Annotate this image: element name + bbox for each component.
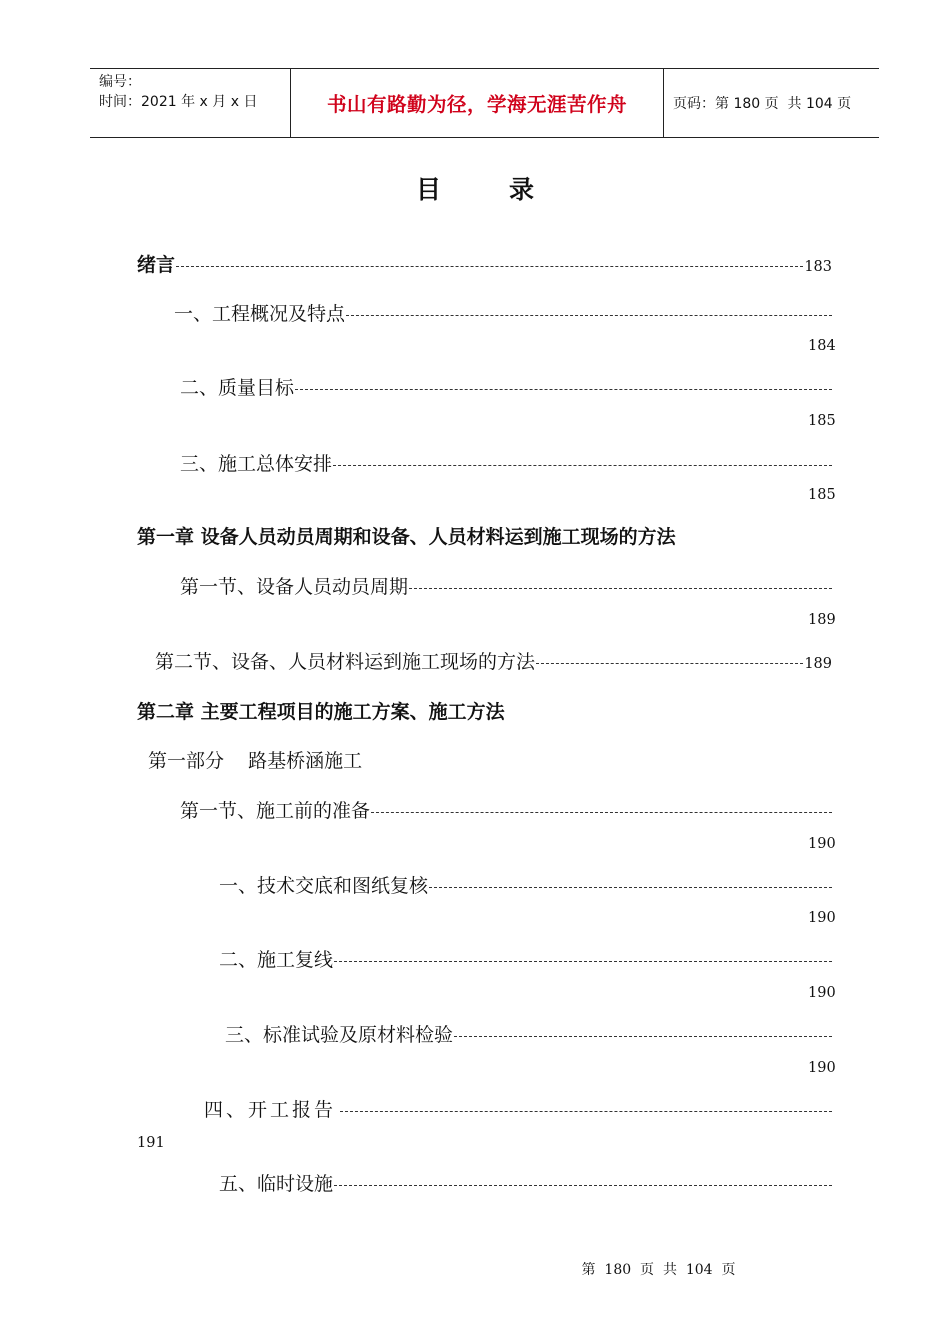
toc-leader xyxy=(429,887,832,888)
toc-entry[interactable] xyxy=(155,647,832,674)
toc-page-number: 190 xyxy=(808,910,836,926)
toc-page-number: 189 xyxy=(804,656,832,672)
toc-page-number: 190 xyxy=(808,985,836,1001)
toc-entry-label: 第一节、设备人员动员周期 xyxy=(180,576,409,598)
number-label: 编号： xyxy=(99,74,141,90)
toc-entry-label: 五、临时设施 xyxy=(219,1173,334,1195)
toc-entry-label: 三、标准试验及原材料检验 xyxy=(225,1024,454,1046)
header-page-info: 页码：第 180 页 共 104 页 xyxy=(673,96,852,112)
toc-leader xyxy=(334,1185,832,1186)
toc-leader xyxy=(295,389,832,390)
toc-entry-label: 一、技术交底和图纸复核 xyxy=(219,875,429,897)
toc-leader xyxy=(454,1036,832,1037)
toc-leader xyxy=(371,812,832,813)
page-title xyxy=(0,170,950,206)
title-char: 目 xyxy=(415,175,441,204)
toc-leader xyxy=(176,266,803,267)
toc-entry-intro[interactable] xyxy=(137,250,832,277)
toc-entry-label: 二、施工复线 xyxy=(219,949,334,971)
toc-entry-label: 绪言 xyxy=(137,254,176,276)
toc-entry-label: 三、施工总体安排 xyxy=(180,453,333,475)
toc-leader xyxy=(333,465,832,466)
toc-leader xyxy=(346,315,832,316)
toc-entry-label: 二、质量目标 xyxy=(180,377,295,399)
toc-entry[interactable] xyxy=(180,796,832,823)
toc-page-number: 190 xyxy=(808,836,836,852)
toc-page-number: 190 xyxy=(808,1060,836,1076)
toc-entry[interactable] xyxy=(219,871,832,898)
toc-leader xyxy=(334,961,832,962)
toc-page-number: 183 xyxy=(804,259,832,275)
toc-entry[interactable] xyxy=(225,1020,832,1047)
toc-entry[interactable] xyxy=(180,449,832,476)
header-motto: 书山有路勤为径，学海无涯苦作舟 xyxy=(326,93,627,116)
toc-part-heading[interactable]: 第一部分 路基桥涵施工 xyxy=(148,750,363,772)
toc-entry[interactable] xyxy=(174,299,832,326)
header-divider xyxy=(663,69,664,137)
page-header xyxy=(90,68,879,138)
header-meta xyxy=(99,72,257,112)
toc-entry[interactable] xyxy=(180,373,832,400)
toc-entry-label: 第一节、施工前的准备 xyxy=(180,800,371,822)
toc-leader xyxy=(409,588,832,589)
toc-entry[interactable] xyxy=(219,1169,832,1196)
toc-leader xyxy=(340,1111,832,1112)
toc-entry-label: 第二节、设备、人员材料运到施工现场的方法 xyxy=(155,651,536,673)
toc-page-number: 191 xyxy=(137,1135,165,1151)
toc-entry[interactable] xyxy=(219,945,832,972)
toc-entry-label: 一、工程概况及特点 xyxy=(174,303,346,325)
toc-page-number: 189 xyxy=(808,612,836,628)
title-char: 录 xyxy=(509,175,535,204)
toc-entry-label: 四、开工报告 xyxy=(204,1099,337,1121)
toc-page-number: 184 xyxy=(808,338,836,354)
toc-chapter-heading[interactable]: 第二章 主要工程项目的施工方案、施工方法 xyxy=(137,701,505,723)
toc-page-number: 185 xyxy=(808,487,836,503)
toc-leader xyxy=(536,663,803,664)
toc-page-number: 185 xyxy=(808,413,836,429)
toc-chapter-heading[interactable]: 第一章 设备人员动员周期和设备、人员材料运到施工现场的方法 xyxy=(137,526,676,548)
page-footer: 第 180 页 共 104 页 xyxy=(581,1262,736,1278)
toc-entry[interactable] xyxy=(204,1095,832,1122)
toc-entry[interactable] xyxy=(180,572,832,599)
time-label: 时间：2021 年 x 月 x 日 xyxy=(99,94,258,110)
